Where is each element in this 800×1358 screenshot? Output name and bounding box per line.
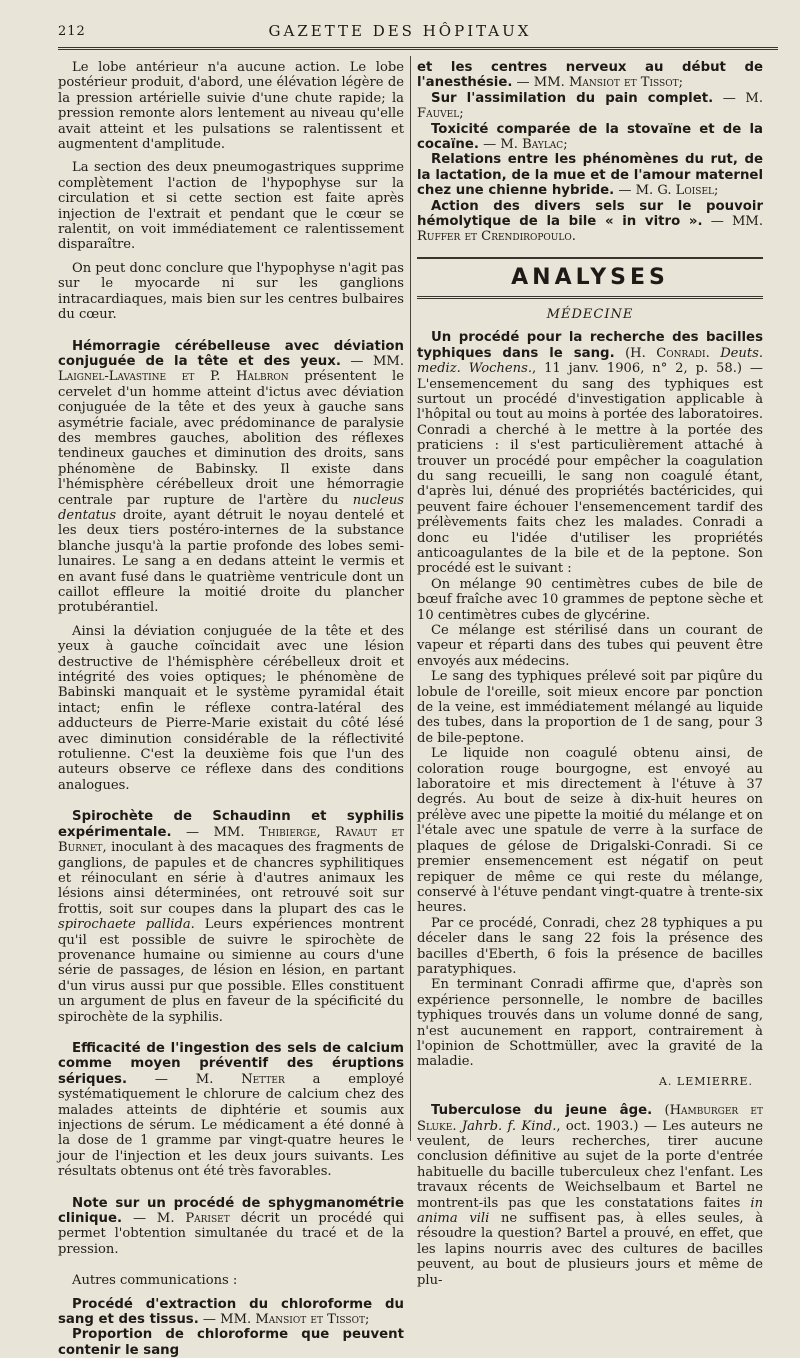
communication: Sur l'assimilation du pain complet. — M. Fauvel; xyxy=(417,90,763,122)
communication-title: Toxicité comparée de la stovaïne et de la cocaïne. xyxy=(417,121,763,153)
communication: Toxicité comparée de la stovaïne et de la cocaïne. — M. Baylac; xyxy=(417,121,763,153)
communication-title: et les centres nerveux au début de l'anesthésie. xyxy=(417,60,763,91)
other-communications-label: Autres communications : xyxy=(72,1273,238,1289)
article-title: Un procédé pour la recherche des bacilles typhiques dans le sang. xyxy=(417,330,763,361)
authors: Mansiot et Tissot xyxy=(568,75,679,91)
authors: Hamburger et Sluke xyxy=(417,1103,763,1134)
authors: Pariset xyxy=(185,1211,230,1227)
communication-title: Proportion de chloroforme que peuvent contenir le sang xyxy=(58,1327,404,1358)
article-spirochete xyxy=(58,809,404,1025)
paragraph: On mélange 90 centimètres cubes de bile de bœuf fraîche avec 10 grammes de peptone sèche et 10 centimètres cubes de glycérine. xyxy=(417,576,763,623)
journal-name: Deuts. mediz. Wochens. xyxy=(417,345,764,377)
analysis-tuberculose xyxy=(417,1103,763,1288)
page-number: 212 xyxy=(58,24,86,39)
article-body: Hémorragie cérébelleuse avec déviation conjuguée de la tête et des yeux. — MM. Laignel-Lavastine et P. Halbron présentent le cervelet d'un homme atteint d'ictus avec déviation conjuguée de la tête et des yeux à gauche sans asymétrie faciale, avec prédominance de paralysie des membres gauches, abolition des réflexes tendineux gauches et diminution des droits, sans phénomène de Babinsky. Il existe dans l'hémisphère cérébelleux droit une hémorragie centrale par rupture de l'artère du nucleus dentatus droite, ayant détruit le noyau dentelé et les deux tiers postéro-internes de la substance blanche jusqu'à la partie profonde des lobes semi-lunaires. Le sang a en dedans atteint le vermis et en avant fusé dans le quatrième ventricule dont un caillot effleure la moitié droite du plancher protubérantiel. xyxy=(58,338,404,616)
article-body: Efficacité de l'ingestion des sels de calcium comme moyen préventif des éruptions sériques. — M. Netter a employé systématiquement le chlorure de calcium chez des malades atteints de diphtérie et soumis aux injections de sérum. Le médicament a été donné à la dose de 1 gramme par vingt-quatre heures le jour de l'injection et les deux jours suivants. Les résultats obtenus ont été très favorables. xyxy=(58,1040,404,1180)
authors: Loisel xyxy=(675,183,714,199)
column-divider xyxy=(410,56,411,1141)
article-body: Note sur un procédé de sphygmanométrie clinique. — M. Pariset décrit un procédé qui permet l'obtention simultanée du tracé et de la pression. xyxy=(58,1195,404,1257)
analysis-conradi xyxy=(417,330,763,1089)
running-title: GAZETTE DES HÔPITAUX xyxy=(268,22,532,40)
authors: Baylac xyxy=(522,137,564,153)
communication: Action des divers sels sur le pouvoir hémolytique de la bile « in vitro ». — MM. Ruffer et Crendiropoulo. xyxy=(417,198,763,245)
right-column xyxy=(417,60,764,1288)
authors: Mansiot et Tissot xyxy=(255,1312,365,1328)
authors: Fauvel xyxy=(417,106,460,122)
communication-title: Procédé d'extraction du chloroforme du sang et des tissus. xyxy=(58,1296,404,1328)
communication: et les centres nerveux au début de l'anesthésie. — MM. Mansiot et Tissot; xyxy=(417,60,763,91)
paragraph: Par ce procédé, Conradi, chez 28 typhiques a pu déceler dans le sang 22 fois la présence des bacilles d'Eberth, 6 fois la présence de bacilles paratyphiques. xyxy=(417,915,763,977)
article-sphygmanometrie xyxy=(58,1196,404,1258)
authors: Laignel-Lavastine et P. Halbron xyxy=(58,369,289,385)
signature: A. LEMIERRE. xyxy=(658,1074,753,1088)
paragraph: Ainsi la déviation conjuguée de la tête et des yeux à gauche coïncidait avec une lésion destructive de l'hémisphère cérébelleux droit et intégrité des voies optiques; le phénomène de Babinski manquait et le système pyramidal était intact; enfin le réflexe contra-latéral des adducteurs de Pierre-Marie existait du côté lésé avec diminution considérable de la réflectivité rotulienne. C'est la deuxième fois que l'un des auteurs observe ce réflexe dans des conditions analogues. xyxy=(58,623,404,793)
authors: Thibierge, Ravaut et Burnet xyxy=(58,824,405,856)
analyses-heading: ANALYSES xyxy=(511,264,669,290)
article-title: Note sur un procédé de sphygmanométrie clinique. xyxy=(58,1195,404,1227)
journal-name: Jahrb. f. Kind. xyxy=(461,1118,557,1134)
paragraph: Le sang des typhiques prélevé soit par piqûre du lobule de l'oreille, soit mieux encore par ponction de la veine, est immédiatement mélangé au liquide des tubes, dans la proportion de 1 de sang, pour 3 de bile-peptone. xyxy=(417,669,763,746)
communication xyxy=(58,1327,404,1358)
paragraph: Le lobe antérieur n'a aucune action. Le lobe postérieur produit, d'abord, une élévation légère de la pression artérielle suivie d'une chute rapide; la pression remonte alors lentement au niveau qu'elle avait atteint et les pulsations se ralentissent et augmentent d'amplitude. xyxy=(58,60,404,153)
article-body: Un procédé pour la recherche des bacilles typhiques dans le sang. (H. Conradi. Deuts. mediz. Wochens., 11 janv. 1906, n° 2, p. 58.) — L'ensemencement du sang des typhiques est surtout un procédé d'investigation applicable à l'hôpital ou tout au moins à portée des laboratoires. Conradi a cherché à le mettre à la portée des praticiens : il s'est particulièrement attaché à trouver un procédé pour empêcher la coagulation du sang recueilli, le sang non coagulé étant, d'après lui, dénué des propriétés bactéricides, qui peuvent faire échouer l'ensemencement tardif des prélèvements faits chez les malades. Conradi a donc eu l'idée d'utiliser les propriétés anticoagulantes de la bile et de la peptone. Son procédé est le suivant : xyxy=(417,330,764,577)
paragraph: En terminant Conradi affirme que, d'après son expérience personnelle, le nombre de bacilles typhiques trouvés dans un volume donné de sang, n'est aucunement en rapport, contrairement à l'opinion de Schottmüller, avec la gravité de la maladie. xyxy=(417,977,763,1070)
section-heading: MÉDECINE xyxy=(546,306,634,322)
communication: Relations entre les phénomènes du rut, de la lactation, de la mue et de l'amour maternel chez une chienne hybride. — M. G. Loisel; xyxy=(417,152,763,199)
section-rule xyxy=(417,257,763,259)
article-body: Spirochète de Schaudinn et syphilis expérimentale. — MM. Thibierge, Ravaut et Burnet, inoculant à des macaques des fragments de ganglions, de papules et de chancres syphilitiques et réinoculant en série à d'autres animaux les lésions ainsi déterminées, ont retrouvé soit sur frottis, soit sur coupes dans la plupart des cas le spirochaete pallida. Leurs expériences montrent qu'il est possible de suivre le spirochète de provenance humaine ou simienne au cours d'une série de passages, de lésion en lésion, en partant d'un virus aussi pur que possible. Elles constituent un argument de plus en faveur de la spécificité du spirochète de la syphilis. xyxy=(58,809,405,1025)
article-title: Spirochète de Schaudinn et syphilis expérimentale. xyxy=(58,809,404,840)
paragraph: Le liquide non coagulé obtenu ainsi, de coloration rouge bourgogne, est envoyé au laboratoire et mis directement à l'étuve à 37 degrés. Au bout de seize à dix-huit heures on prélève avec une pipette la moitié du mélange et on l'étale avec une spatule de verre à la surface de plaques de gélose de Drigalski-Conradi. Si ce premier ensemencement est négatif on peut repiquer de même ce qui reste du mélange, conservé à l'étuve pendant vingt-quatre à trente-six heures. xyxy=(417,746,763,916)
communication-title: Sur l'assimilation du pain complet. xyxy=(431,90,714,106)
header-rule xyxy=(58,47,778,50)
article-hemorragie xyxy=(58,339,404,794)
authors: Netter xyxy=(241,1071,285,1087)
communication: Procédé d'extraction du chloroforme du sang et des tissus. — MM. Mansiot et Tissot; xyxy=(58,1296,404,1328)
article-body: Tuberculose du jeune âge. (Hamburger et Sluke. Jahrb. f. Kind., oct. 1903.) — Les auteurs ne veulent, de leurs recherches, tirer aucune conclusion définitive au sujet de la porte d'entrée habituelle du bacille tuberculeux chez l'enfant. Les travaux récents de Weichselbaum et Bartel ne montrent-ils pas que les constatations faites in anima vili ne suffisent pas, à elles seules, à résoudre la question? Bartel a prouvé, en effet, que les lapins nourris avec des cultures de bacilles peuvent, au bout de plusieurs jours et même de plu- xyxy=(417,1103,764,1288)
paragraph: Ce mélange est stérilisé dans un courant de vapeur et réparti dans des tubes qui peuvent être envoyés aux médecins. xyxy=(417,623,763,669)
left-column xyxy=(58,60,405,1358)
article-title: Efficacité de l'ingestion des sels de calcium comme moyen préventif des éruptions sériques. xyxy=(58,1040,404,1087)
authors: Ruffer et Crendiropoulo xyxy=(417,229,572,245)
section-rule xyxy=(417,296,763,299)
article-title: Tuberculose du jeune âge. xyxy=(431,1103,653,1119)
article-calcium xyxy=(58,1041,404,1180)
authors: Conradi xyxy=(656,345,706,361)
paragraph: On peut donc conclure que l'hypophyse n'agit pas sur le myocarde ni sur les ganglions intracardiaques, mais bien sur les centres bulbaires du cœur. xyxy=(58,260,404,323)
article-title: Hémorragie cérébelleuse avec déviation conjuguée de la tête et des yeux. xyxy=(58,338,404,369)
paragraph: La section des deux pneumogastriques supprime complètement l'action de l'hypophyse sur la circulation et si cette section est faite après injection de l'extrait et pendant que le cœur se ralentit, on voit immédiatement ce ralentissement disparaître. xyxy=(58,160,404,253)
communication-title: Action des divers sels sur le pouvoir hémolytique de la bile « in vitro ». xyxy=(417,198,763,230)
communication-title: Relations entre les phénomènes du rut, de la lactation, de la mue et de l'amour maternel chez une chienne hybride. xyxy=(417,152,763,199)
